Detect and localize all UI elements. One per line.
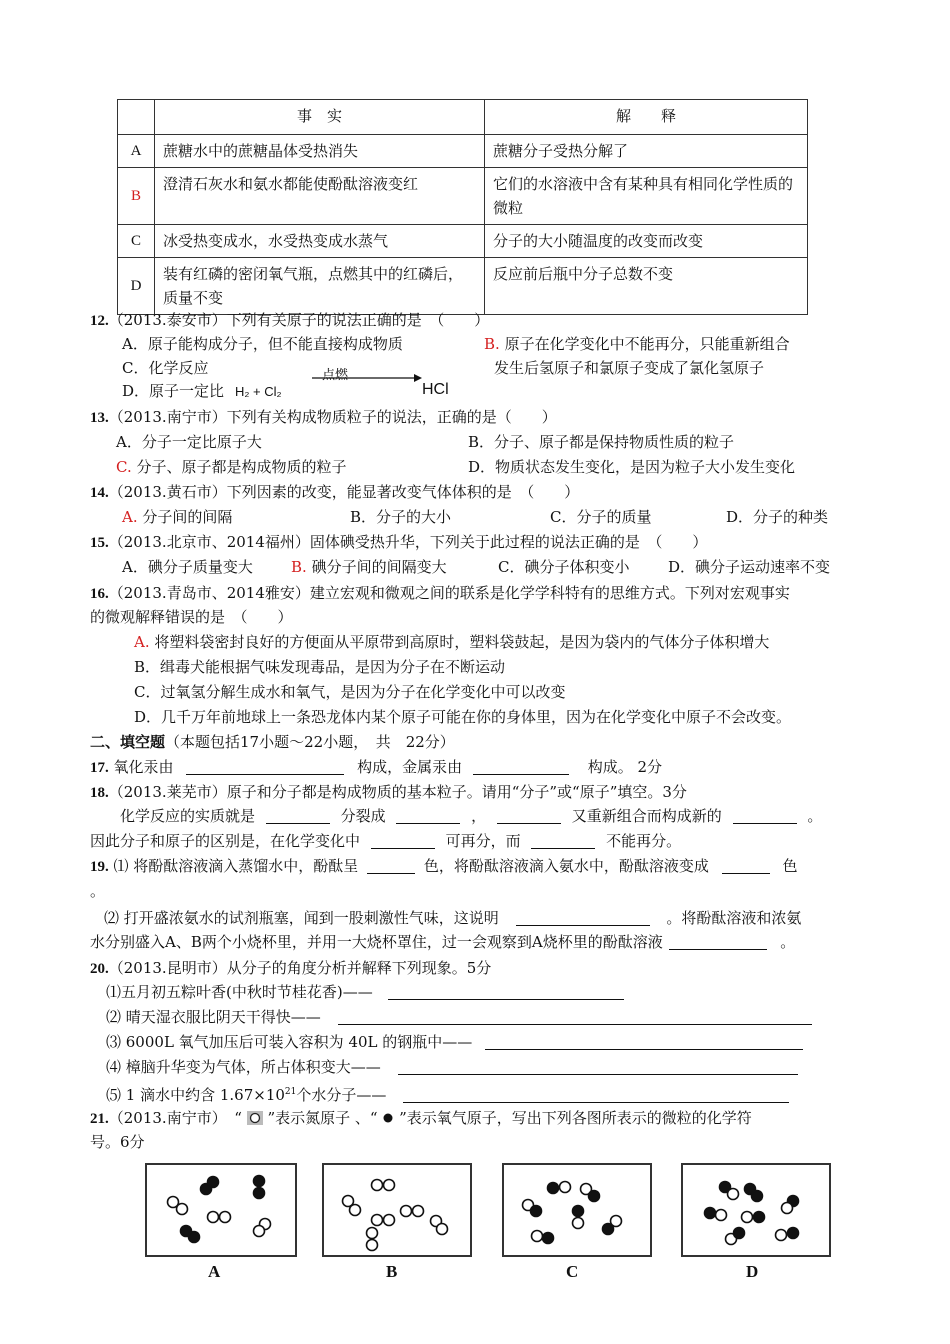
oxygen-atom-icon [382,1112,394,1124]
equation-product: HCl [422,381,449,398]
question-14-stem [90,482,579,503]
q14-option-d: D．分子的种类 [726,508,829,526]
question-number: 15. [90,535,109,551]
box-label-a: A [208,1262,221,1281]
box-label-d: D [746,1262,759,1281]
question-20-stem [90,958,491,979]
question-19-part1 [90,856,797,877]
answer-letter: B. [484,335,500,353]
answer-letter: A. [134,633,150,651]
table-header-explain: 解 释 [485,100,808,135]
answer-blank[interactable] [367,857,415,874]
row-explain: 反应前后瓶中分子总数不变 [485,258,808,315]
q13-option-a: A．分子一定比原子大 [116,433,262,451]
answer-letter: C. [116,458,132,476]
q13-option-c [116,457,347,477]
question-text: （2013.北京市、2014福州）固体碘受热升华，下列关于此过程的说法正确的是 （ ） [108,533,708,551]
option-text: 分子、原子都是构成物质的粒子 [131,458,347,476]
row-fact: 澄清石灰水和氨水都能使酚酞溶液变红 [155,168,485,225]
row-fact: 冰受热变成水，水受热变成水蒸气 [155,225,485,258]
answer-blank[interactable] [266,807,330,824]
molecule-box-b [322,1163,472,1257]
question-text: ”表示氮原子 、“ [267,1109,378,1127]
question-number: 14. [90,485,109,501]
q14-option-c: C．分子的质量 [550,508,652,526]
question-text: ⑴ 将酚酞溶液滴入蒸馏水中，酚酞呈 [113,857,359,875]
answer-blank[interactable] [398,1058,798,1075]
molecule-diagram-b [324,1165,470,1255]
q13-option-b: B．分子、原子都是保持物质性质的粒子 [468,433,735,451]
facts-table [117,99,808,315]
question-number: 20. [90,961,109,977]
row-label: D [118,258,155,315]
q12-option-c-tail: 发生后氢原子和氯原子变成了氯化氢原子 [494,359,765,377]
table-row [118,258,808,315]
table-row [118,168,808,225]
question-text: （2013.青岛市、2014雅安）建立宏观和微观之间的联系是化学学科特有的思维方式。下列对宏观事实 [108,584,790,602]
question-text: 色，将酚酞溶液滴入氨水中，酚酞溶液变成 [423,857,709,875]
item-text: ⑵ 晴天湿衣服比阴天干得快—— [106,1008,321,1026]
row-explain: 它们的水溶液中含有某种具有相同化学性质的微粒 [485,168,808,225]
q16-option-b: B．缉毒犬能根据气味发现毒品，是因为分子在不断运动 [134,658,506,676]
answer-blank[interactable] [722,857,770,874]
answer-blank[interactable] [516,909,650,926]
answer-letter: A. [122,508,138,526]
question-text: 。将酚酞溶液和浓氨 [666,909,802,927]
q20-item-3 [106,1032,803,1052]
question-18-line1 [120,806,822,826]
question-text: 因此分子和原子的区别是，在化学变化中 [90,832,361,850]
question-text: ， [471,807,487,825]
box-label-b: B [386,1262,398,1281]
option-text: 将塑料袋密封良好的方便面从平原带到高原时，塑料袋鼓起，是因为袋内的气体分子体积增大 [149,633,770,651]
option-text: 原子在化学变化中不能再分，只能重新组合 [499,335,790,353]
answer-blank[interactable] [669,933,767,950]
q14-option-b: B．分子的大小 [350,508,452,526]
q12-option-c: C．化学反应 [122,359,209,377]
question-17 [90,757,662,778]
question-19-part2-line2 [90,932,795,952]
row-explain: 蔗糖分子受热分解了 [485,135,808,168]
molecule-box-a [145,1163,297,1257]
row-fact: 装有红磷的密闭氧气瓶，点燃其中的红磷后，质量不变 [155,258,485,315]
q12-option-d: D．原子一定比 [122,382,225,400]
question-text: （2013.南宁市） “ [108,1109,242,1127]
question-text: 构成，金属汞由 [357,758,463,776]
question-16-stem [90,583,790,604]
answer-blank[interactable] [403,1086,789,1103]
table-row [118,135,808,168]
q20-item-2 [106,1007,812,1027]
question-text: （2013.黄石市）下列因素的改变，能显著改变气体体积的是 （ ） [108,483,580,501]
nitrogen-atom-icon [247,1111,263,1125]
question-number: 21. [90,1111,109,1127]
table-row [118,225,808,258]
question-number: 13. [90,410,109,426]
section-title: 二、填空题 [90,733,166,751]
question-15-stem [90,532,707,553]
equation-condition: 点燃 [322,368,349,383]
question-number: 12. [90,313,109,329]
question-text: 又重新组合而构成新的 [571,807,722,825]
molecule-box-d [681,1163,831,1257]
row-label: B [118,168,155,225]
answer-blank[interactable] [388,983,624,1000]
q16-option-c: C．过氧氢分解生成水和氧气，是因为分子在化学变化中可以改变 [134,683,566,701]
question-text: （2013.南宁市）下列有关构成物质粒子的说法，正确的是（ ） [108,408,557,426]
answer-blank[interactable] [371,832,435,849]
question-text: 化学反应的实质就是 [120,807,256,825]
box-label-c: C [566,1262,579,1281]
molecule-box-c [502,1163,652,1257]
question-text: 。 [780,933,796,951]
q20-item-1 [106,982,624,1002]
section-heading [90,732,455,752]
row-label: A [118,135,155,168]
answer-blank[interactable] [485,1033,803,1050]
question-16-stem-line2: 的微观解释错误的是 （ ） [90,608,293,626]
answer-blank[interactable] [531,832,595,849]
answer-blank[interactable] [733,807,797,824]
reaction-arrow-icon [312,372,422,384]
question-text: （2013.莱芜市）原子和分子都是构成物质的基本粒子。请用“分子”或“原子”填空。3分 [108,783,687,801]
q15-option-d: D．碘分子运动速率不变 [668,558,831,576]
q12-option-a: A．原子能构成分子，但不能直接构成物质 [122,335,403,353]
table-header-fact: 事 实 [155,100,485,135]
option-text: 分子间的间隔 [137,508,233,526]
answer-blank[interactable] [338,1008,812,1025]
row-label: C [118,225,155,258]
item-text: ⑶ 6000L 氧气加压后可装入容积为 40L 的钢瓶中—— [106,1033,473,1051]
q20-item-4 [106,1057,798,1077]
question-text: 分裂成 [340,807,386,825]
question-text: ⑵ 打开盛浓氨水的试剂瓶塞，闻到一股刺激性气味，这说明 [104,909,499,927]
question-18-line2 [90,831,681,851]
molecule-diagram-a [147,1165,295,1255]
item-text: ⑴五月初五粽叶香(中秋时节桂花香)—— [106,983,373,1001]
equation-reactants: H₂ + Cl₂ [235,384,282,399]
question-text: 不能再分。 [606,832,682,850]
q13-option-d: D．物质状态发生变化，是因为粒子大小发生变化 [468,458,796,476]
question-text: （2013.昆明市）从分子的角度分析并解释下列现象。5分 [108,959,492,977]
question-text: 构成。 2分 [587,758,662,776]
question-19-part2 [104,908,801,928]
answer-blank[interactable] [473,758,569,775]
question-text: ”表示氧气原子，写出下列各图所表示的微粒的化学符 [399,1109,752,1127]
q16-option-d: D．几千万年前地球上一条恐龙体内某个原子可能在你的身体里，因为在化学变化中原子不会改变。 [134,708,792,726]
question-18-stem [90,782,687,803]
molecule-diagram-d [683,1165,829,1255]
option-text: 碘分子间的间隔变大 [306,558,447,576]
question-number: 16. [90,586,109,602]
row-explain: 分子的大小随温度的改变而改变 [485,225,808,258]
item-text: ⑷ 樟脑升华变为气体，所占体积变大—— [106,1058,381,1076]
q15-option-a: A．碘分子质量变大 [122,558,253,576]
question-text: 色 [782,857,798,875]
question-number: 18. [90,785,109,801]
section-note: （本题包括17小题～22小题， 共 22分） [165,733,455,751]
question-19-part1-end: 。 [90,882,106,900]
row-fact: 蔗糖水中的蔗糖晶体受热消失 [155,135,485,168]
answer-blank[interactable] [186,758,344,775]
question-text: 。 [807,807,823,825]
q16-option-a [134,632,769,652]
question-text: 可再分，而 [445,832,521,850]
item-text: ⑸ 1 滴水中约含 1.67×10 [106,1086,285,1104]
answer-blank[interactable] [396,807,460,824]
question-text: （2013.泰安市）下列有关原子的说法正确的是 （ ） [108,311,490,329]
question-number: 19. [90,859,109,875]
q12-option-b [484,334,790,354]
answer-letter: B. [291,558,307,576]
question-text: 水分别盛入A、B两个小烧杯里，并用一大烧杯罩住，过一会观察到A烧杯里的酚酞溶液 [90,933,663,951]
superscript: 21 [284,1087,297,1097]
table-header-label [118,100,155,135]
question-number: 17. [90,760,109,776]
question-21-stem-line2: 号。6分 [90,1133,145,1151]
answer-blank[interactable] [497,807,561,824]
question-13-stem [90,407,557,428]
q15-option-c: C．碘分子体积变小 [498,558,630,576]
molecule-diagram-c [504,1165,650,1255]
question-text: 氧化汞由 [113,758,174,776]
question-12-stem [90,310,489,331]
item-text: 个水分子—— [296,1086,387,1104]
q14-option-a [122,507,232,527]
table-header-row [118,100,808,135]
q15-option-b [291,557,447,577]
q20-item-5 [106,1082,789,1105]
question-21-stem [90,1108,752,1129]
